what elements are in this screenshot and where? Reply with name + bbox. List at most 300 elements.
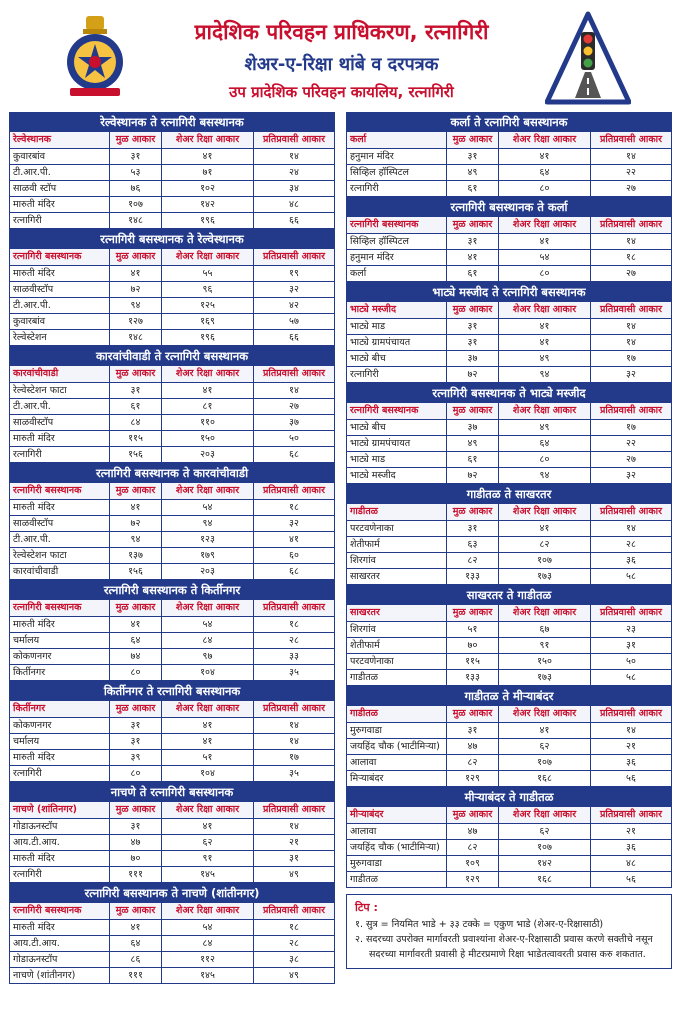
column-header: साखरतर <box>347 605 447 621</box>
stop-name-cell: भाट्ये ग्रामपंचायत <box>347 335 447 350</box>
fare-cell: २७ <box>289 401 299 412</box>
fare-cell: ३६ <box>626 555 636 566</box>
column-header: मुळ आकार <box>110 802 162 818</box>
fare-table <box>346 484 672 585</box>
stop-name-cell: जयहिंद चौक (भाटीमिऱ्या) <box>347 739 447 754</box>
fare-cell: ८० <box>110 665 162 680</box>
stop-name-cell: जयहिंद चौक (भाटीमिऱ्या) <box>347 840 447 855</box>
fare-cell: ९४ <box>162 516 254 531</box>
fare-cell: १८ <box>626 252 636 263</box>
table-header-row <box>10 600 334 617</box>
table-row <box>347 771 671 787</box>
stop-name-cell: मारुती मंदिर <box>10 500 110 515</box>
fare-cell: ४१ <box>110 500 162 515</box>
column-header: मुळ आकार <box>447 302 499 318</box>
fare-cell: १४ <box>626 151 636 162</box>
column-header: शेअर रिक्षा आकार <box>162 600 254 616</box>
column-header: प्रतिप्रवासी आकार <box>263 368 325 379</box>
fare-cell: १४२ <box>162 197 254 212</box>
column-header: प्रतिप्रवासी आकार <box>600 405 662 416</box>
column-header: प्रतिप्रवासी आकार <box>263 905 325 916</box>
fare-cell: ६२ <box>499 739 591 754</box>
stop-name-cell: कारवांचीवाडी <box>10 564 110 579</box>
fare-cell: १८ <box>289 502 299 513</box>
table-row <box>347 840 671 856</box>
column-header: भाट्ये मस्जीद <box>347 302 447 318</box>
fare-cell: ४९ <box>289 970 299 981</box>
fare-cell: ११५ <box>110 431 162 446</box>
column-header: शेअर रिक्षा आकार <box>162 903 254 919</box>
fare-cell: १४५ <box>162 867 254 882</box>
column-header: रत्नागिरी बसस्थानक <box>10 600 110 616</box>
column-header: प्रतिप्रवासी आकार <box>263 485 325 496</box>
route-title: कर्ला ते रत्नागिरी बसस्थानक <box>347 113 671 132</box>
table-row <box>10 330 334 346</box>
column-header: गाडीतळ <box>347 504 447 520</box>
fare-cell: १५० <box>499 654 591 669</box>
fare-cell: १५६ <box>110 564 162 579</box>
fare-cell: ८० <box>499 452 591 467</box>
fare-cell: ७० <box>110 851 162 866</box>
table-header-row <box>347 504 671 521</box>
fare-cell: १४ <box>626 236 636 247</box>
table-row <box>10 734 334 750</box>
fare-cell: ६४ <box>499 165 591 180</box>
fare-cell: ५३ <box>110 165 162 180</box>
fare-cell: ३६ <box>626 842 636 853</box>
fare-cell: ४१ <box>110 920 162 935</box>
fare-cell: ३४ <box>289 183 299 194</box>
table-row <box>10 819 334 835</box>
table-row <box>10 968 334 984</box>
table-row <box>10 431 334 447</box>
table-row <box>347 654 671 670</box>
fare-cell: ८० <box>499 181 591 196</box>
fare-cell: १०९ <box>447 856 499 871</box>
table-row <box>10 399 334 415</box>
fare-cell: ९७ <box>162 649 254 664</box>
column-header: प्रतिप्रवासी आकार <box>263 703 325 714</box>
fare-table <box>9 883 335 984</box>
stop-name-cell: मारुती मंदिर <box>10 197 110 212</box>
fare-table <box>346 383 672 484</box>
table-row <box>10 936 334 952</box>
stop-name-cell: चर्मालय <box>10 633 110 648</box>
table-row <box>10 415 334 431</box>
fare-cell: ७१ <box>162 165 254 180</box>
fare-cell: ३६ <box>626 757 636 768</box>
table-row <box>347 436 671 452</box>
office-name: उप प्रादेशिक परिवहन कायलिय, रत्नागिरी <box>229 83 454 101</box>
stop-name-cell: रत्नागिरी <box>347 367 447 382</box>
fare-cell: १०७ <box>499 840 591 855</box>
fare-cell: ३१ <box>110 734 162 749</box>
table-row <box>10 447 334 463</box>
table-row <box>347 165 671 181</box>
fare-cell: ७४ <box>110 649 162 664</box>
fare-cell: ६२ <box>162 835 254 850</box>
route-title: रत्नागिरी बसस्थानक ते कर्ला <box>347 198 671 217</box>
fare-cell: ७२ <box>447 367 499 382</box>
right-column <box>346 112 672 969</box>
table-row <box>10 649 334 665</box>
fare-cell: १२९ <box>447 872 499 887</box>
fare-cell: १३३ <box>447 670 499 685</box>
fare-cell: ८२ <box>447 840 499 855</box>
stop-name-cell: साळवीस्टॉप <box>10 282 110 297</box>
fare-cell: ३७ <box>289 417 299 428</box>
fare-cell: ९६ <box>162 282 254 297</box>
fare-cell: १६८ <box>499 872 591 887</box>
fare-cell: ६० <box>289 550 299 561</box>
stop-name-cell: गोडाऊनस्टॉप <box>10 819 110 834</box>
column-header: शेअर रिक्षा आकार <box>499 302 591 318</box>
column-header: प्रतिप्रवासी आकार <box>600 809 662 820</box>
table-row <box>10 282 334 298</box>
stop-name-cell: शिरगांव <box>347 622 447 637</box>
table-row <box>347 856 671 872</box>
fare-cell: १९ <box>289 268 299 279</box>
fare-cell: ८२ <box>447 755 499 770</box>
route-title: रत्नागिरी बसस्थानक ते भाट्ये मस्जीद <box>347 384 671 403</box>
fare-cell: ३१ <box>110 718 162 733</box>
fare-cell: २२ <box>626 438 636 449</box>
fare-cell: ७२ <box>110 516 162 531</box>
table-row <box>10 532 334 548</box>
note-item-formula: १. सुत्र = नियमित भाडे + ३३ टक्के = एकुण भाडे (शेअर-ए-रिक्षासाठी) <box>355 919 604 930</box>
route-title: रत्नागिरी बसस्थानक ते कारवांचीवाडी <box>10 464 334 483</box>
fare-cell: ४१ <box>162 734 254 749</box>
table-row <box>347 351 671 367</box>
fare-cell: ८४ <box>162 936 254 951</box>
column-header: प्रतिप्रवासी आकार <box>600 134 662 145</box>
column-header: मुळ आकार <box>110 903 162 919</box>
fare-cell: ४२ <box>289 300 299 311</box>
fare-cell: ६६ <box>289 332 299 343</box>
fare-cell: ४७ <box>447 739 499 754</box>
table-row <box>10 149 334 165</box>
stop-name-cell: नाचणे (शांतीनगर) <box>10 968 110 983</box>
table-header-row <box>347 132 671 149</box>
column-header: मुळ आकार <box>447 807 499 823</box>
fare-cell: ८६ <box>110 952 162 967</box>
fare-cell: ४१ <box>499 521 591 536</box>
fare-cell: ६४ <box>110 936 162 951</box>
fare-cell: ४१ <box>162 819 254 834</box>
table-row <box>10 920 334 936</box>
fare-cell: ४१ <box>499 149 591 164</box>
fare-cell: १८ <box>289 922 299 933</box>
fare-cell: ७० <box>447 638 499 653</box>
stop-name-cell: सिव्हिल हॉस्पिटल <box>347 165 447 180</box>
fare-table <box>9 229 335 346</box>
fare-cell: १४ <box>626 725 636 736</box>
stop-name-cell: मारुती मंदिर <box>10 266 110 281</box>
fare-cell: १७३ <box>499 670 591 685</box>
fare-cell: १४२ <box>499 856 591 871</box>
stop-name-cell: हनुमान मंदिर <box>347 250 447 265</box>
fare-cell: १३३ <box>447 569 499 584</box>
table-row <box>347 266 671 282</box>
authority-title: प्रादेशिक परिवहन प्राधिकरण, रत्नागिरी <box>194 20 489 44</box>
route-title: किर्तीनगर ते रत्नागिरी बसस्थानक <box>10 682 334 701</box>
stop-name-cell: रेल्वेस्टेशन फाटा <box>10 383 110 398</box>
fare-cell: १०७ <box>110 197 162 212</box>
table-row <box>10 548 334 564</box>
fare-cell: ६१ <box>447 452 499 467</box>
fare-cell: १४ <box>289 720 299 731</box>
table-row <box>347 452 671 468</box>
column-header: प्रतिप्रवासी आकार <box>263 804 325 815</box>
fare-cell: ३८ <box>289 954 299 965</box>
fare-cell: ८४ <box>110 415 162 430</box>
fare-cell: १७ <box>626 422 636 433</box>
route-title: रेल्वेस्थानक ते रत्नागिरी बसस्थानक <box>10 113 334 132</box>
note-title: टिप : <box>355 901 378 914</box>
fare-cell: ३१ <box>626 640 636 651</box>
stop-name-cell: मारुती मंदिर <box>10 431 110 446</box>
column-header: कारवांचीवाडी <box>10 366 110 382</box>
fare-cell: ४१ <box>110 617 162 632</box>
fare-cell: १४ <box>626 523 636 534</box>
fare-cell: ११० <box>162 415 254 430</box>
fare-cell: ३५ <box>289 768 299 779</box>
fare-cell: १४५ <box>162 968 254 983</box>
column-header: शेअर रिक्षा आकार <box>162 802 254 818</box>
stop-name-cell: भाट्ये ग्रामपंचायत <box>347 436 447 451</box>
route-title: रत्नागिरी बसस्थानक ते रेल्वेस्थानक <box>10 230 334 249</box>
table-header-row <box>347 807 671 824</box>
table-header-row <box>347 605 671 622</box>
fare-cell: ६१ <box>447 266 499 281</box>
fare-cell: ४९ <box>499 420 591 435</box>
fare-cell: ५४ <box>162 617 254 632</box>
fare-table <box>9 782 335 883</box>
stop-name-cell: टी.आर.पी. <box>10 399 110 414</box>
fare-table <box>9 580 335 681</box>
stop-name-cell: मुरुगवाडा <box>347 723 447 738</box>
stop-name-cell: परटवणेनाका <box>347 521 447 536</box>
table-row <box>347 420 671 436</box>
fare-cell: ४१ <box>499 335 591 350</box>
column-header: रेल्वेस्थानक <box>10 132 110 148</box>
fare-cell: ३१ <box>447 319 499 334</box>
fare-cell: ८० <box>499 266 591 281</box>
table-row <box>347 250 671 266</box>
table-row <box>347 537 671 553</box>
table-header-row <box>347 706 671 723</box>
stop-name-cell: शिरगांव <box>347 553 447 568</box>
column-header: नाचणे (शांतिनगर) <box>10 802 110 818</box>
fare-cell: ११२ <box>162 952 254 967</box>
table-row <box>347 569 671 585</box>
fare-cell: १११ <box>110 867 162 882</box>
fare-cell: ९४ <box>110 298 162 313</box>
column-header: मुळ आकार <box>447 132 499 148</box>
column-header: रत्नागिरी बसस्थानक <box>10 249 110 265</box>
column-header: मुळ आकार <box>110 483 162 499</box>
column-header: मुळ आकार <box>110 366 162 382</box>
fare-cell: ४१ <box>447 250 499 265</box>
column-header: मुळ आकार <box>110 701 162 717</box>
fare-cell: १६८ <box>499 771 591 786</box>
column-header: शेअर रिक्षा आकार <box>499 706 591 722</box>
fare-cell: २१ <box>289 837 299 848</box>
column-header: मुळ आकार <box>447 605 499 621</box>
fare-cell: १७९ <box>162 548 254 563</box>
fare-cell: ५४ <box>162 920 254 935</box>
fare-table <box>346 282 672 383</box>
stop-name-cell: रत्नागिरी <box>10 447 110 462</box>
column-header: प्रतिप्रवासी आकार <box>263 134 325 145</box>
stop-name-cell: परटवणेनाका <box>347 654 447 669</box>
table-row <box>347 468 671 484</box>
table-row <box>10 181 334 197</box>
route-title: रत्नागिरी बसस्थानक ते किर्तीनगर <box>10 581 334 600</box>
fare-cell: ३१ <box>447 234 499 249</box>
fare-cell: १९६ <box>162 330 254 345</box>
fare-cell: ५१ <box>162 750 254 765</box>
column-header: शेअर रिक्षा आकार <box>162 132 254 148</box>
fare-cell: १२७ <box>110 314 162 329</box>
fare-cell: १२५ <box>162 298 254 313</box>
table-row <box>10 213 334 229</box>
fare-cell: ४८ <box>626 858 636 869</box>
table-header-row <box>10 701 334 718</box>
fare-cell: ४९ <box>447 436 499 451</box>
stop-name-cell: साळवी स्टॉप <box>10 181 110 196</box>
column-header: प्रतिप्रवासी आकार <box>263 602 325 613</box>
fare-cell: २७ <box>626 454 636 465</box>
fare-cell: २०३ <box>162 447 254 462</box>
stop-name-cell: आय.टी.आय. <box>10 835 110 850</box>
fare-cell: ८४ <box>162 633 254 648</box>
table-header-row <box>10 366 334 383</box>
table-row <box>10 718 334 734</box>
column-header: शेअर रिक्षा आकार <box>499 217 591 233</box>
table-header-row <box>347 302 671 319</box>
table-row <box>347 739 671 755</box>
fare-cell: २१ <box>626 741 636 752</box>
fare-cell: १४ <box>289 151 299 162</box>
fare-cell: ४१ <box>110 266 162 281</box>
fare-cell: ३१ <box>289 853 299 864</box>
stop-name-cell: रत्नागिरी <box>347 181 447 196</box>
stop-name-cell: टी.आर.पी. <box>10 298 110 313</box>
fare-cell: २७ <box>626 268 636 279</box>
fare-cell: ४७ <box>447 824 499 839</box>
column-header: शेअर रिक्षा आकार <box>499 132 591 148</box>
table-header-row <box>10 249 334 266</box>
stop-name-cell: कुवारबांव <box>10 314 110 329</box>
stop-name-cell: रत्नागिरी <box>10 213 110 228</box>
fare-cell: ६७ <box>499 622 591 637</box>
fare-cell: ३१ <box>110 383 162 398</box>
column-header: मुळ आकार <box>447 403 499 419</box>
stop-name-cell: सिव्हिल हॉस्पिटल <box>347 234 447 249</box>
fare-cell: १७३ <box>499 569 591 584</box>
fare-cell: ५८ <box>626 672 636 683</box>
table-row <box>10 298 334 314</box>
fare-cell: १४ <box>289 736 299 747</box>
stop-name-cell: शेतीफार्म <box>347 537 447 552</box>
fare-cell: १०४ <box>162 766 254 781</box>
fare-cell: १४ <box>626 337 636 348</box>
table-row <box>10 500 334 516</box>
fare-cell: ५६ <box>626 874 636 885</box>
stop-name-cell: कोकणनगर <box>10 649 110 664</box>
fare-cell: ६२ <box>499 824 591 839</box>
fare-cell: ६६ <box>289 215 299 226</box>
stop-name-cell: रेल्वेस्टेशन फाटा <box>10 548 110 563</box>
stop-name-cell: भाट्ये बीच <box>347 351 447 366</box>
route-title: भाट्ये मस्जीद ते रत्नागिरी बसस्थानक <box>347 283 671 302</box>
table-row <box>10 835 334 851</box>
column-header: मीऱ्याबंदर <box>347 807 447 823</box>
maharashtra-police-emblem-logo <box>62 14 128 98</box>
fare-cell: १७ <box>626 353 636 364</box>
route-title: साखरतर ते गाडीतळ <box>347 586 671 605</box>
table-row <box>10 165 334 181</box>
fare-cell: ३३ <box>289 651 299 662</box>
table-header-row <box>10 483 334 500</box>
fare-cell: ३२ <box>289 284 299 295</box>
stop-name-cell: भाट्ये माड <box>347 452 447 467</box>
column-header: शेअर रिक्षा आकार <box>162 249 254 265</box>
route-title: गाडीतळ ते साखरतर <box>347 485 671 504</box>
column-header: प्रतिप्रवासी आकार <box>600 304 662 315</box>
fare-table <box>346 112 672 197</box>
fare-cell: १४ <box>626 321 636 332</box>
column-header: रत्नागिरी बसस्थानक <box>10 903 110 919</box>
stop-name-cell: रत्नागिरी <box>10 867 110 882</box>
fare-cell: ५१ <box>447 622 499 637</box>
fare-cell: ७२ <box>447 468 499 483</box>
table-row <box>347 521 671 537</box>
fare-cell: ८० <box>110 766 162 781</box>
fare-cell: १११ <box>110 968 162 983</box>
route-title: गाडीतळ ते मीऱ्याबंदर <box>347 687 671 706</box>
table-row <box>10 516 334 532</box>
fare-cell: ६८ <box>289 449 299 460</box>
fare-cell: ३७ <box>447 420 499 435</box>
column-header: रत्नागिरी बसस्थानक <box>347 403 447 419</box>
table-row <box>10 851 334 867</box>
fare-cell: २२ <box>626 167 636 178</box>
fare-cell: १८ <box>289 619 299 630</box>
table-row <box>10 266 334 282</box>
fare-cell: ३२ <box>626 369 636 380</box>
stop-name-cell: टी.आर.पी. <box>10 165 110 180</box>
fare-cell: ९१ <box>162 851 254 866</box>
fare-cell: ८२ <box>499 537 591 552</box>
fare-table <box>9 112 335 229</box>
fare-cell: ३७ <box>447 351 499 366</box>
page-header <box>0 0 683 110</box>
note-item-optional-share: २. सदरच्या उपरोक्त मार्गावरती प्रवाश्यांना शेअर-ए-रिक्षासाठी प्रवास करणे सक्तीचे नसून सदरच्या मार्गावरती प्रवासी हे मीटरप्रमाणे रिक्षा भाडेतत्वावरती प्रवास करु शकतात. <box>355 934 653 960</box>
stop-name-cell: कोकणनगर <box>10 718 110 733</box>
fare-cell: २४ <box>289 167 299 178</box>
fare-cell: ४९ <box>447 165 499 180</box>
table-row <box>347 872 671 888</box>
fare-cell: ८१ <box>162 399 254 414</box>
fare-cell: ४९ <box>499 351 591 366</box>
fare-cell: १४८ <box>110 213 162 228</box>
stop-name-cell: रेल्वेस्टेशन <box>10 330 110 345</box>
table-row <box>10 383 334 399</box>
fare-cell: ३२ <box>289 518 299 529</box>
column-header: शेअर रिक्षा आकार <box>499 504 591 520</box>
